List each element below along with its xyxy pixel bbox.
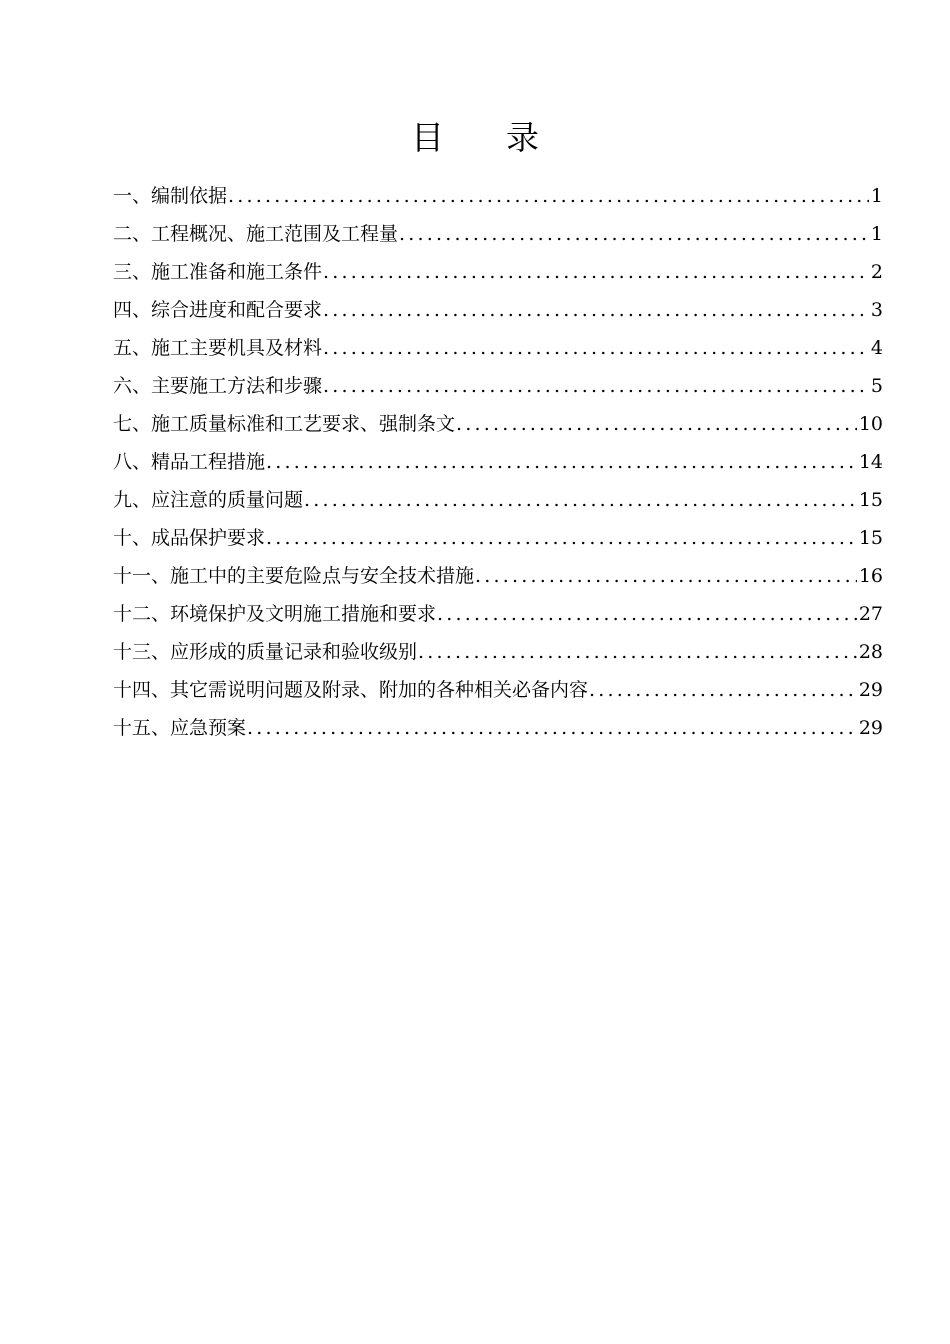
page-title bbox=[0, 116, 950, 160]
toc-dot-leader bbox=[266, 443, 857, 481]
toc-dot-leader bbox=[323, 367, 869, 405]
toc-dot-leader bbox=[266, 519, 857, 557]
toc-entry[interactable] bbox=[113, 633, 883, 671]
toc-entry-label: 一、编制依据 bbox=[113, 185, 228, 207]
toc-entry-page: 27 bbox=[858, 603, 883, 625]
toc-entry-label: 四、综合进度和配合要求 bbox=[113, 299, 323, 321]
toc-entry-label: 十三、应形成的质量记录和验收级别 bbox=[113, 641, 418, 663]
toc-entry[interactable] bbox=[113, 481, 883, 519]
toc-dot-leader bbox=[475, 557, 857, 595]
toc-dot-leader bbox=[304, 481, 857, 519]
toc-entry-label: 二、工程概况、施工范围及工程量 bbox=[113, 223, 399, 245]
toc-dot-leader bbox=[323, 329, 869, 367]
toc-dot-leader bbox=[589, 671, 857, 709]
toc-entry[interactable] bbox=[113, 519, 883, 557]
toc-entry[interactable] bbox=[113, 443, 883, 481]
toc-dot-leader bbox=[247, 709, 857, 747]
table-of-contents bbox=[113, 177, 883, 747]
toc-entry[interactable] bbox=[113, 177, 883, 215]
toc-entry[interactable] bbox=[113, 595, 883, 633]
toc-entry-page: 14 bbox=[858, 451, 883, 473]
toc-entry-page: 15 bbox=[858, 527, 883, 549]
toc-entry[interactable] bbox=[113, 557, 883, 595]
toc-entry[interactable] bbox=[113, 405, 883, 443]
toc-entry[interactable] bbox=[113, 253, 883, 291]
toc-dot-leader bbox=[323, 253, 869, 291]
toc-dot-leader bbox=[456, 405, 857, 443]
toc-entry-page: 15 bbox=[858, 489, 883, 511]
toc-entry-page: 4 bbox=[870, 337, 883, 359]
toc-entry-label: 十二、环境保护及文明施工措施和要求 bbox=[113, 603, 437, 625]
toc-entry-label: 十、成品保护要求 bbox=[113, 527, 266, 549]
toc-entry-label: 七、施工质量标准和工艺要求、强制条文 bbox=[113, 413, 456, 435]
toc-entry-page: 5 bbox=[870, 375, 883, 397]
toc-entry-page: 16 bbox=[858, 565, 883, 587]
toc-entry-page: 10 bbox=[858, 413, 883, 435]
toc-entry[interactable] bbox=[113, 671, 883, 709]
toc-entry-page: 2 bbox=[870, 261, 883, 283]
toc-dot-leader bbox=[323, 291, 869, 329]
toc-entry-label: 八、精品工程措施 bbox=[113, 451, 266, 473]
toc-entry-page: 3 bbox=[870, 299, 883, 321]
title-char-1: 目 bbox=[411, 118, 444, 157]
toc-entry-label: 十五、应急预案 bbox=[113, 717, 247, 739]
toc-dot-leader bbox=[228, 177, 869, 215]
toc-entry-page: 1 bbox=[870, 223, 883, 245]
toc-dot-leader bbox=[399, 215, 869, 253]
toc-entry[interactable] bbox=[113, 215, 883, 253]
toc-dot-leader bbox=[418, 633, 857, 671]
toc-entry-label: 三、施工准备和施工条件 bbox=[113, 261, 323, 283]
toc-entry[interactable] bbox=[113, 709, 883, 747]
toc-entry-label: 十四、其它需说明问题及附录、附加的各种相关必备内容 bbox=[113, 679, 589, 701]
toc-entry-page: 28 bbox=[858, 641, 883, 663]
toc-entry-label: 十一、施工中的主要危险点与安全技术措施 bbox=[113, 565, 475, 587]
toc-entry-page: 29 bbox=[858, 717, 883, 739]
toc-entry-label: 六、主要施工方法和步骤 bbox=[113, 375, 323, 397]
title-char-2: 录 bbox=[506, 118, 539, 157]
toc-entry-page: 1 bbox=[870, 185, 883, 207]
toc-entry-label: 五、施工主要机具及材料 bbox=[113, 337, 323, 359]
toc-dot-leader bbox=[437, 595, 857, 633]
toc-entry-page: 29 bbox=[858, 679, 883, 701]
toc-entry[interactable] bbox=[113, 291, 883, 329]
toc-entry[interactable] bbox=[113, 329, 883, 367]
toc-entry-label: 九、应注意的质量问题 bbox=[113, 489, 304, 511]
toc-entry[interactable] bbox=[113, 367, 883, 405]
